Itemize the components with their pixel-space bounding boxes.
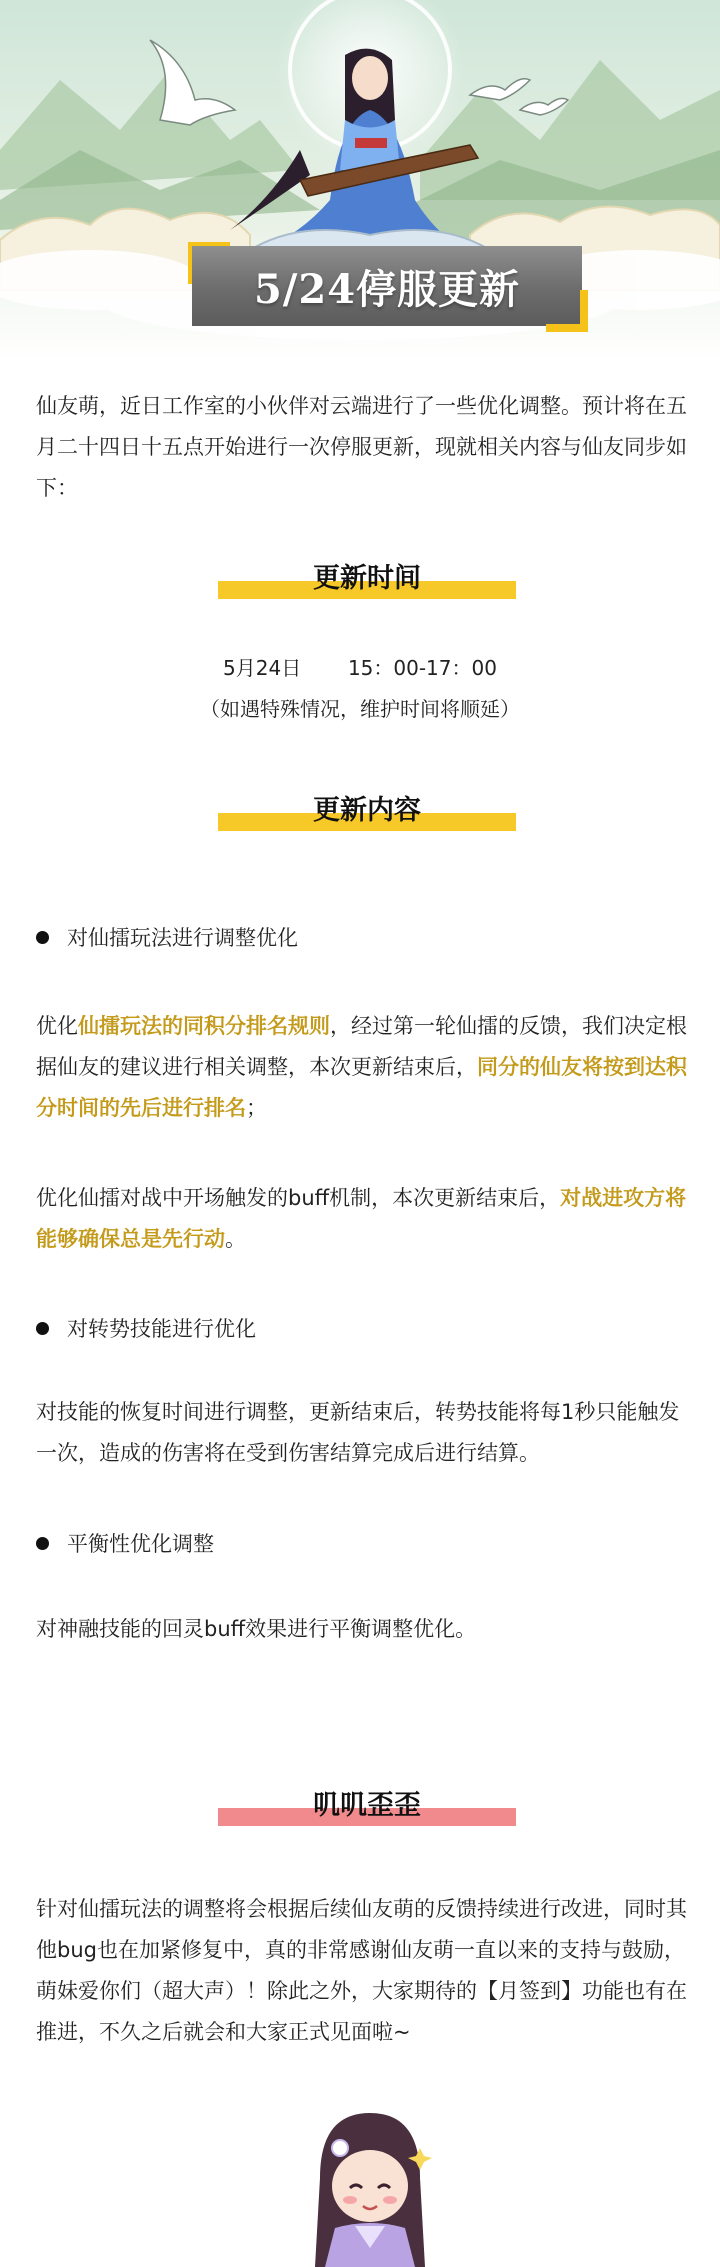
update-time-note: （如遇特殊情况，维护时间将顺延） [200, 697, 520, 721]
bullet-item [36, 1528, 214, 1558]
section-header-content [218, 788, 516, 838]
section-title: 更新内容 [313, 795, 421, 826]
text-run: 。 [225, 1227, 246, 1251]
bullet-dot-icon [36, 1322, 49, 1335]
chat-paragraph: 针对仙擂玩法的调整将会根据后续仙友萌的反馈持续进行改进，同时其他bug也在加紧修复中，真的非常感谢仙友萌一直以来的支持与鼓励，萌妹爱你们（超大声）！除此之外，大家期待的【月签到】功能也有在推进，不久之后就会和大家正式见面啦~ [36, 1897, 687, 2044]
text-run: ，经过第一轮仙擂的反馈，我们决定根据仙友的建议进行相关调整，本次更新结束后， [36, 1014, 687, 1079]
bullet-item [36, 922, 298, 952]
bullet-dot-icon [36, 1537, 49, 1550]
text-run: ； [246, 1096, 267, 1120]
mascot-illustration [300, 2108, 440, 2267]
section-title: 更新时间 [313, 563, 421, 594]
highlight-text: 仙擂玩法的同积分排名规则 [78, 1014, 330, 1038]
text-run: 优化仙擂对战中开场触发的buff机制，本次更新结束后， [36, 1186, 561, 1210]
section-title: 叽叽歪歪 [313, 1790, 421, 1821]
content-paragraph [36, 1006, 696, 1129]
bullet-dot-icon [36, 931, 49, 944]
title-banner [188, 242, 588, 332]
bullet-item [36, 1313, 256, 1343]
section-header-chat [218, 1783, 516, 1833]
content-paragraph: 对神融技能的回灵buff效果进行平衡调整优化。 [36, 1617, 477, 1641]
text-run: 优化 [36, 1014, 78, 1038]
highlight-text: 对战进攻方将能够确保总是先行动 [36, 1186, 687, 1251]
update-time-line [0, 652, 720, 681]
hero-banner [0, 0, 720, 360]
bullet-heading: 对仙擂玩法进行调整优化 [67, 926, 298, 950]
banner-plate [192, 246, 582, 326]
update-date: 5月24日 [223, 656, 302, 680]
bullet-heading: 平衡性优化调整 [67, 1532, 214, 1556]
content-paragraph [36, 1178, 696, 1260]
highlight-text: 同分的仙友将按到达积分时间的先后进行排名 [36, 1055, 687, 1120]
bullet-heading: 对转势技能进行优化 [67, 1317, 256, 1341]
update-time-range: 15：00-17：00 [347, 656, 497, 680]
content-paragraph: 对技能的恢复时间进行调整，更新结束后，转势技能将每1秒只能触发一次，造成的伤害将在受到伤害结算完成后进行结算。 [36, 1400, 680, 1465]
section-header-time [218, 556, 516, 606]
intro-paragraph: 仙友萌，近日工作室的小伙伴对云端进行了一些优化调整。预计将在五月二十四日十五点开始进行一次停服更新，现就相关内容与仙友同步如下： [36, 394, 687, 500]
banner-corner-bottom-right [546, 290, 588, 332]
page-title: 5/24停服更新 [253, 265, 521, 313]
